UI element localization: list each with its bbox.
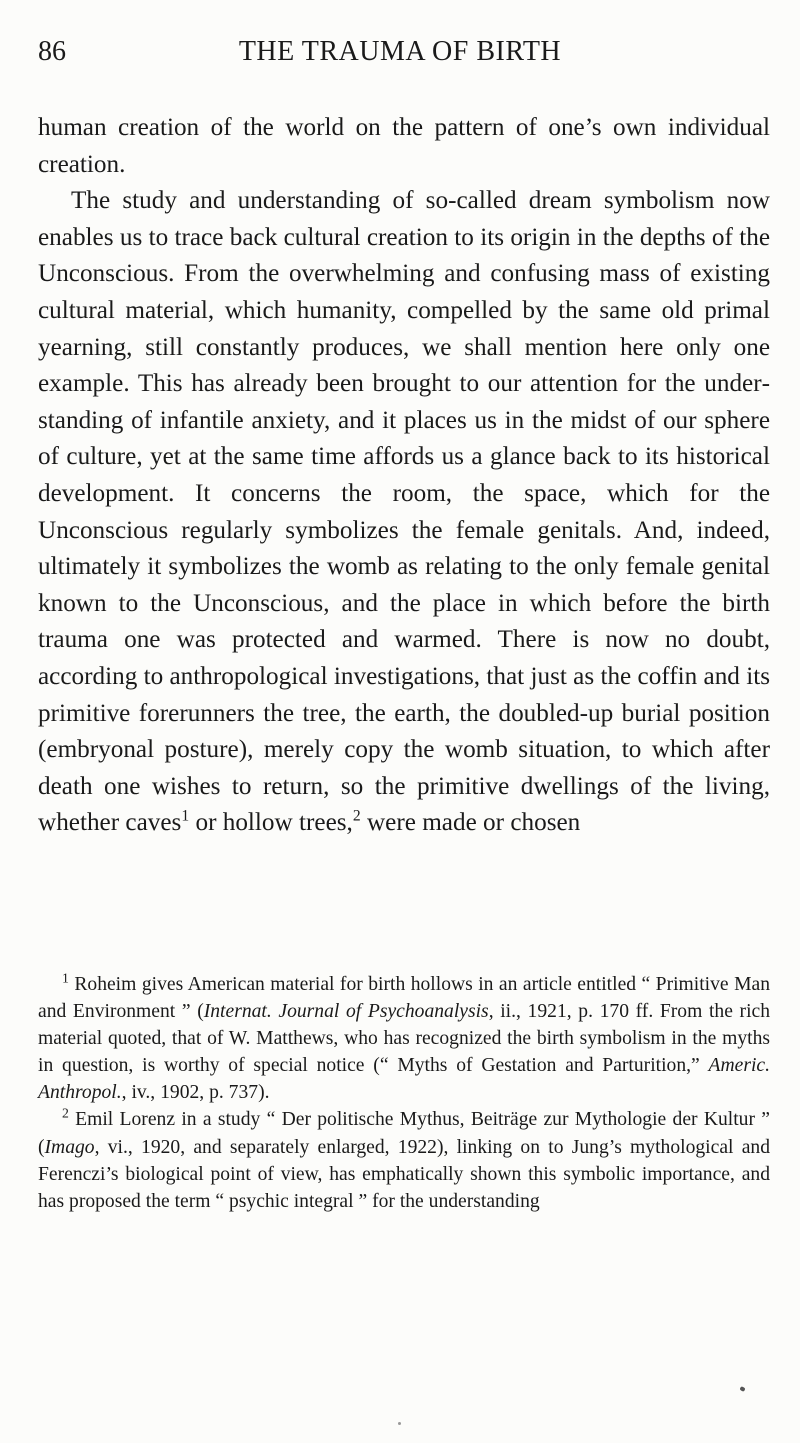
paragraph-text: The study and understanding of so-called dream symbolism now enables us to trace back cultural creation to its origin in the depths of the Unconscious. From the overwhelming and confusing mass of existing cultural material, which humanity, compelled by the same old primal yearning, still constantly produces, we shall mention here only one example. This has already been brought to our attention for the understanding of infantile anxiety, and it places us in the midst of our sphere of culture, yet at the same time affords us a glance back to its historical development. It concerns the room, the space, which for the Unconscious regularly symbolizes the female genitals. And, indeed, ultimately it symbolizes the womb as relating to the only female genital known to the Unconscious, and the place in which before the birth trauma one was protected and warmed. There is now no doubt, according to anthropological investigations, that just as the coffin and its primitive forerunners the tree, the earth, the doubled-up burial position (embryonal posture), merely copy the womb situation, to which after death one wishes to return, so the primitive dwellings of the living, whether caves: [38, 187, 770, 837]
footnote-number: 1: [62, 970, 69, 986]
paragraph-text: or hollow trees,: [189, 809, 353, 837]
footnote-text: Roheim gives American material for birth hollows in an article entitled “ Primitive Man and Environment ” (: [38, 974, 770, 1023]
print-speck: [398, 1422, 401, 1425]
footnote-text: , iv., 1902, p. 737).: [121, 1082, 270, 1104]
footnote-1: [38, 971, 770, 1106]
footnote-text: , vi., 1920, and separately enlarged, 1922), linking on to Jung’s mythological and Ferenczi’s biological point of view, has emphatically shown this symbolic importance, and has proposed the term “ psychic integral ” for the understanding: [38, 1136, 770, 1212]
footnotes: [38, 971, 770, 1215]
paragraph-text: were made or chosen: [360, 809, 581, 837]
paragraph: [38, 183, 770, 842]
print-mark: [739, 1386, 745, 1392]
body-text: [38, 110, 770, 842]
footnote-text: Emil Lorenz in a study “ Der politische Mythus, Beiträge zur Mythologie der Kultur ” (: [38, 1109, 770, 1158]
paragraph-continued: human creation of the world on the pattern of one’s own individual creation.: [38, 114, 770, 178]
page-header: [38, 36, 762, 76]
page-number: 86: [38, 36, 66, 67]
footnote-2: [38, 1106, 770, 1214]
journal-title: Internat. Journal of Psychoanalysis: [203, 1001, 489, 1023]
footnote-text: , ii., 1921, p. 170 ff. From the rich material quoted, that of W. Matthews, who has recognized the birth symbolism in the myths in question, is worthy of special notice (“ Myths of Gestation and Parturition,”: [38, 1001, 771, 1077]
footnote-ref: 2: [352, 807, 361, 825]
footnote-number: 2: [62, 1105, 69, 1121]
journal-title: Imago: [44, 1136, 95, 1158]
footnote-ref: 1: [181, 807, 190, 825]
running-head: THE TRAUMA OF BIRTH: [238, 36, 562, 67]
journal-title: Americ. Anthropol.: [38, 1055, 770, 1104]
